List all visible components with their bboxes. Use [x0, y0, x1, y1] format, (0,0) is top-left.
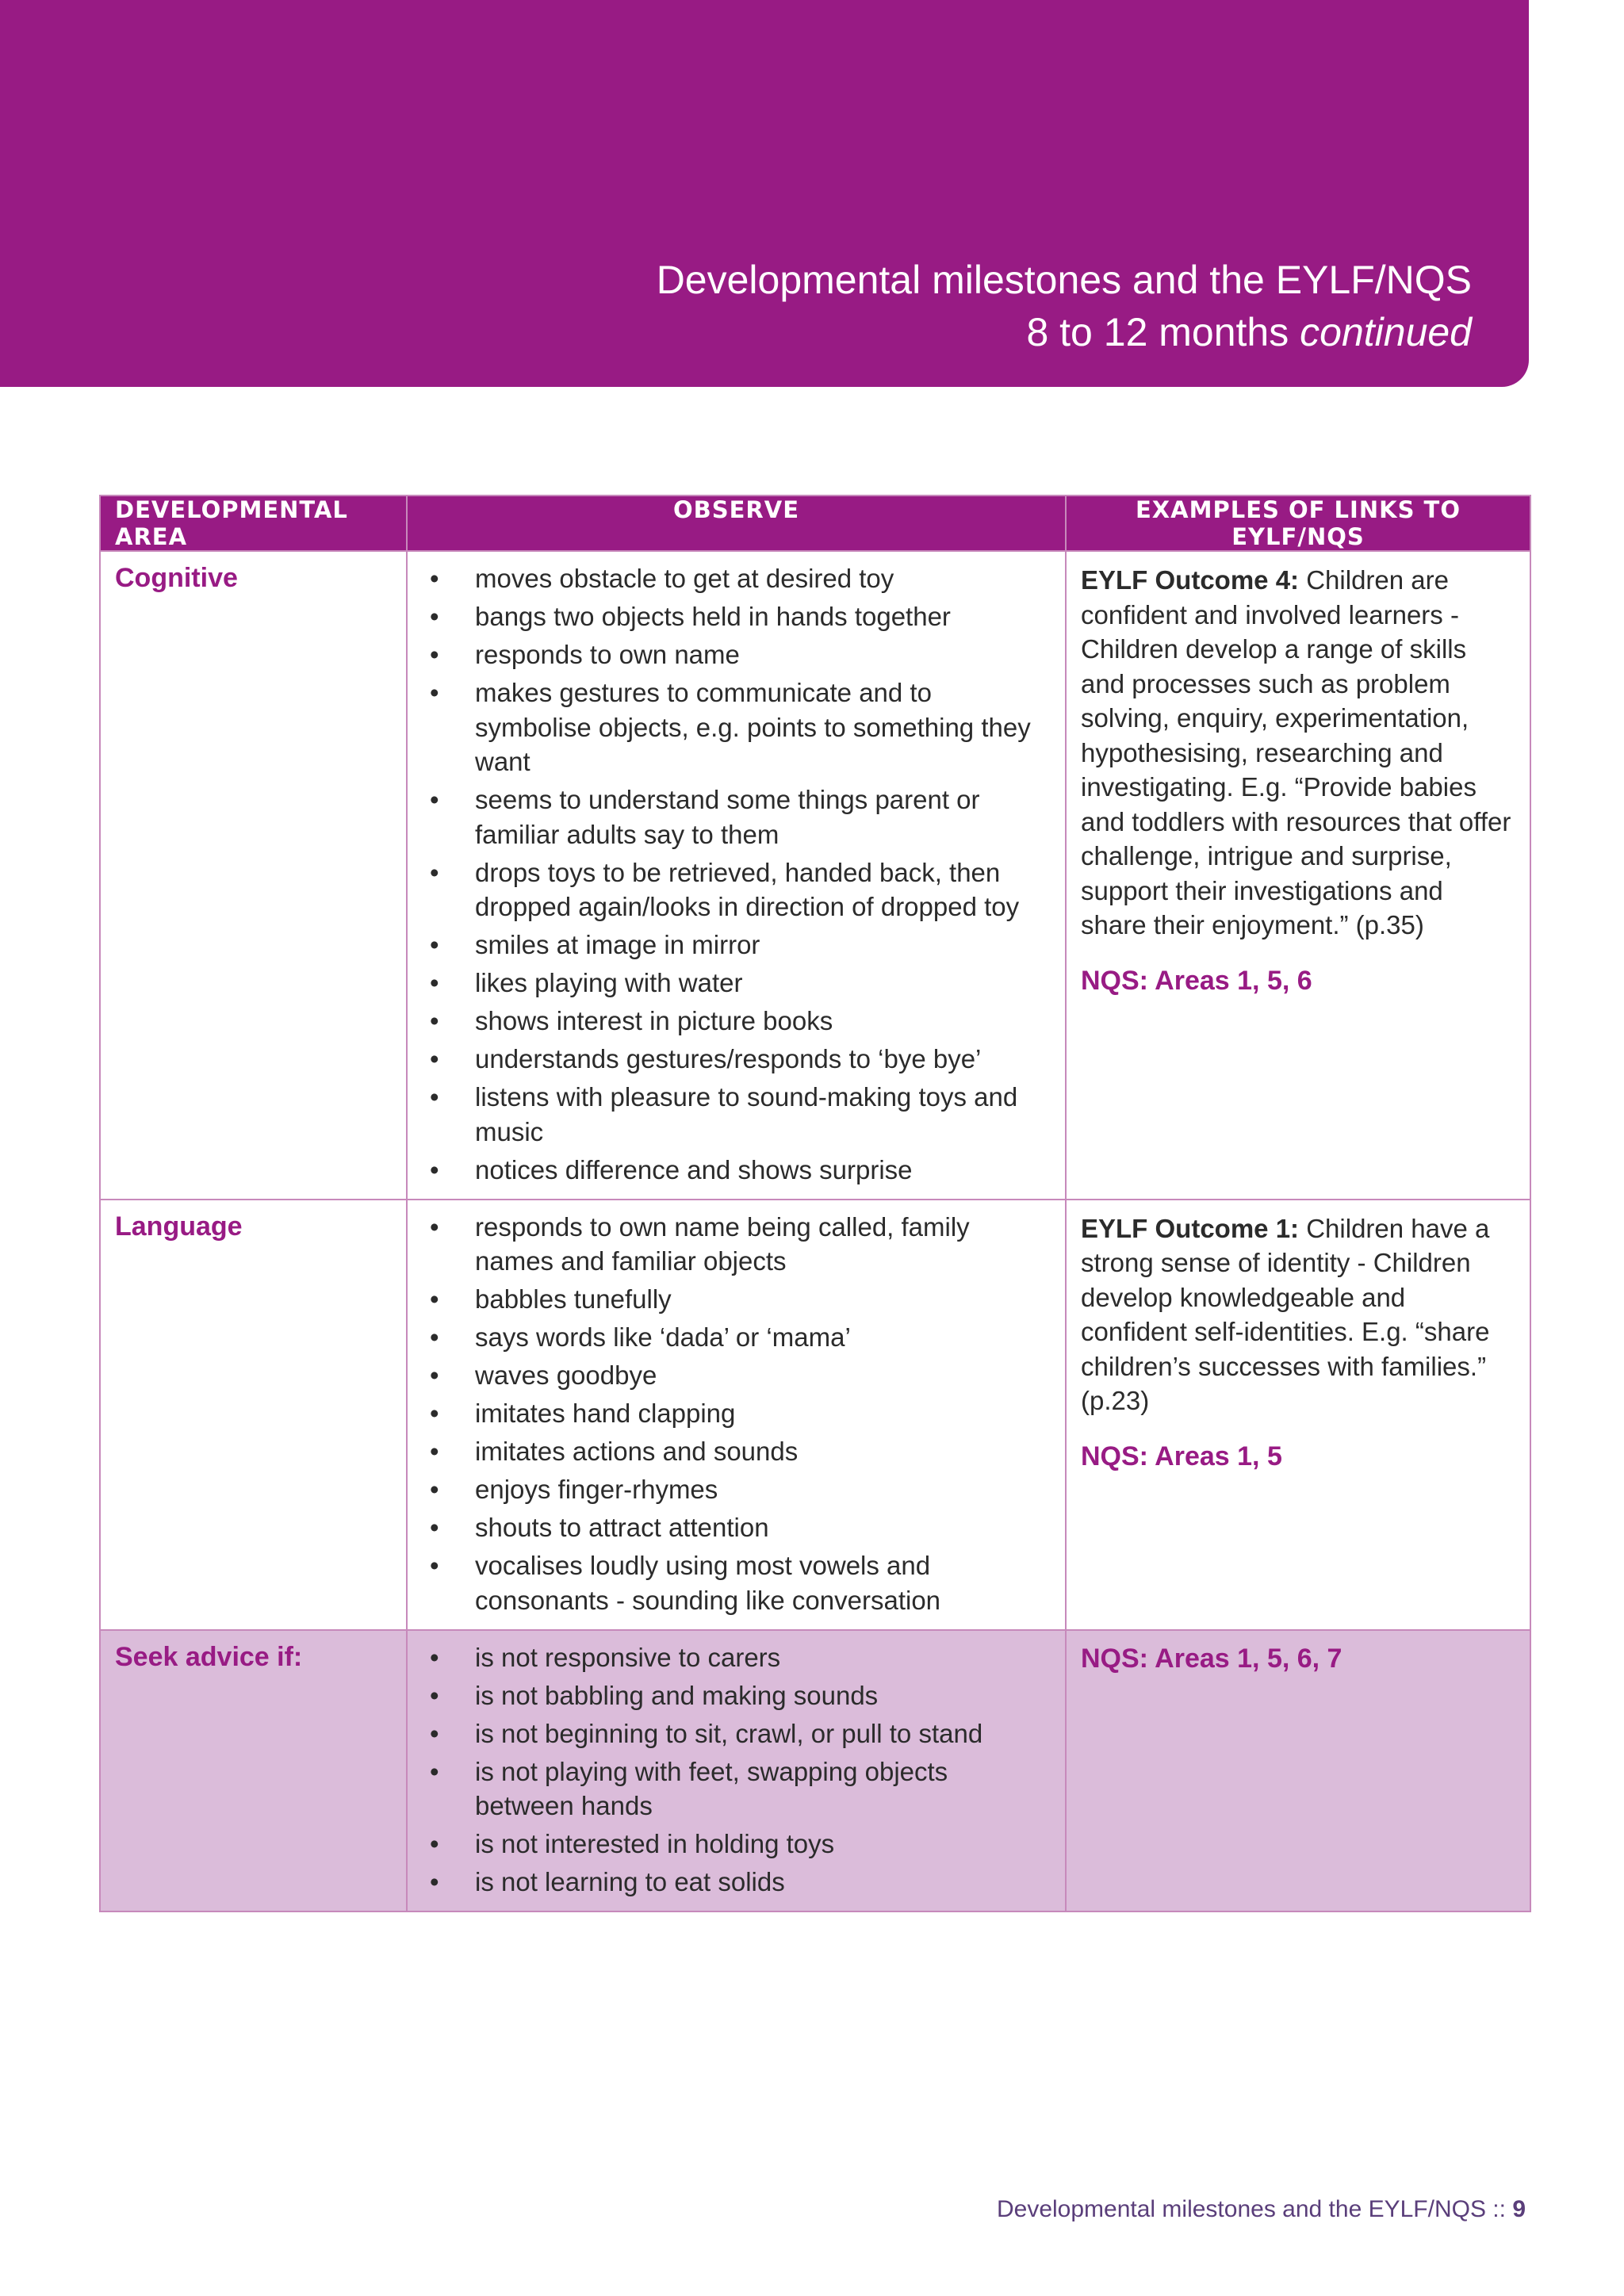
list-item: • is not playing with feet, swapping objects between hands [422, 1755, 1051, 1823]
list-item: • vocalises loudly using most vowels and consonants - sounding like conversation [422, 1548, 1051, 1617]
area-language: Language [100, 1200, 407, 1630]
area-seek-advice: Seek advice if: [100, 1630, 407, 1912]
footer-text: Developmental milestones and the EYLF/NQS :: [996, 2196, 1513, 2222]
table-row-seek-advice [100, 1630, 1530, 1912]
milestones-table [99, 495, 1531, 1912]
list-item: • is not babbling and making sounds [422, 1678, 1051, 1713]
links-seek-advice [1066, 1630, 1530, 1912]
header-developmental-area: DEVELOPMENTAL AREA [100, 496, 407, 551]
list-item: • drops toys to be retrieved, handed back, then dropped again/looks in direction of dropped toy [422, 855, 1051, 924]
list-item: • shouts to attract attention [422, 1510, 1051, 1545]
eylf-link-cognitive [1081, 563, 1515, 943]
page-title: Developmental milestones and the EYLF/NQS [656, 258, 1472, 302]
area-cognitive: Cognitive [100, 551, 407, 1200]
list-item: • responds to own name being called, family names and familiar objects [422, 1210, 1051, 1279]
page-footer [997, 2196, 1526, 2223]
eylf-label: EYLF Outcome 4: [1081, 565, 1300, 595]
table-row-language [100, 1200, 1530, 1630]
list-item: • understands gestures/responds to ‘bye bye’ [422, 1042, 1051, 1077]
list-item: • imitates hand clapping [422, 1396, 1051, 1431]
table-header-row [100, 496, 1530, 551]
nqs-areas-language: NQS: Areas 1, 5 [1081, 1441, 1282, 1471]
list-item: • babbles tunefully [422, 1282, 1051, 1317]
page-number: 9 [1512, 2196, 1526, 2222]
page-subtitle [1026, 308, 1472, 357]
subtitle-italic: continued [1300, 310, 1472, 354]
subtitle-main: 8 to 12 months [1026, 310, 1289, 354]
observe-list-cognitive [422, 561, 1051, 1187]
list-item: • is not learning to eat solids [422, 1865, 1051, 1900]
list-item: • is not responsive to carers [422, 1640, 1051, 1675]
observe-language [407, 1200, 1066, 1630]
list-item: • enjoys finger-rhymes [422, 1472, 1051, 1507]
observe-list-seek-advice [422, 1640, 1051, 1900]
eylf-label: EYLF Outcome 1: [1081, 1213, 1300, 1243]
table-row-cognitive [100, 551, 1530, 1200]
links-language [1066, 1200, 1530, 1630]
list-item: • is not beginning to sit, crawl, or pull to stand [422, 1716, 1051, 1751]
list-item: • waves goodbye [422, 1358, 1051, 1393]
header-examples-links: EXAMPLES OF LINKS TO EYLF/NQS [1066, 496, 1530, 551]
eylf-text: Children are confident and involved learners - Children develop a range of skills and processes such as problem solving, enquiry, experimentation, hypothesising, researching and investigating. E.g. “Provide babies and toddlers with resources that offer challenge, intrigue and surprise, support their investigations and share their enjoyment.” (p.35) [1081, 565, 1511, 939]
list-item: • notices difference and shows surprise [422, 1153, 1051, 1188]
header-banner [0, 0, 1529, 387]
observe-list-language [422, 1210, 1051, 1618]
list-item: • is not interested in holding toys [422, 1827, 1051, 1862]
links-cognitive [1066, 551, 1530, 1200]
nqs-areas-seek-advice: NQS: Areas 1, 5, 6, 7 [1081, 1643, 1342, 1674]
list-item: • listens with pleasure to sound-making toys and music [422, 1080, 1051, 1149]
list-item: • seems to understand some things parent or familiar adults say to them [422, 783, 1051, 851]
eylf-link-language [1081, 1211, 1515, 1418]
list-item: • likes playing with water [422, 966, 1051, 1001]
eylf-text: Children have a strong sense of identity - Children develop knowledgeable and confident self-identities. E.g. “share children’s successes with families.” (p.23) [1081, 1213, 1490, 1415]
list-item: • shows interest in picture books [422, 1004, 1051, 1039]
list-item: • imitates actions and sounds [422, 1434, 1051, 1469]
list-item: • says words like ‘dada’ or ‘mama’ [422, 1320, 1051, 1355]
header-observe: OBSERVE [407, 496, 1066, 551]
list-item: • responds to own name [422, 637, 1051, 672]
nqs-areas-cognitive: NQS: Areas 1, 5, 6 [1081, 965, 1312, 996]
observe-cognitive [407, 551, 1066, 1200]
list-item: • makes gestures to communicate and to symbolise objects, e.g. points to something they want [422, 675, 1051, 779]
list-item: • moves obstacle to get at desired toy [422, 561, 1051, 596]
list-item: • smiles at image in mirror [422, 928, 1051, 962]
observe-seek-advice [407, 1630, 1066, 1912]
list-item: • bangs two objects held in hands together [422, 599, 1051, 634]
